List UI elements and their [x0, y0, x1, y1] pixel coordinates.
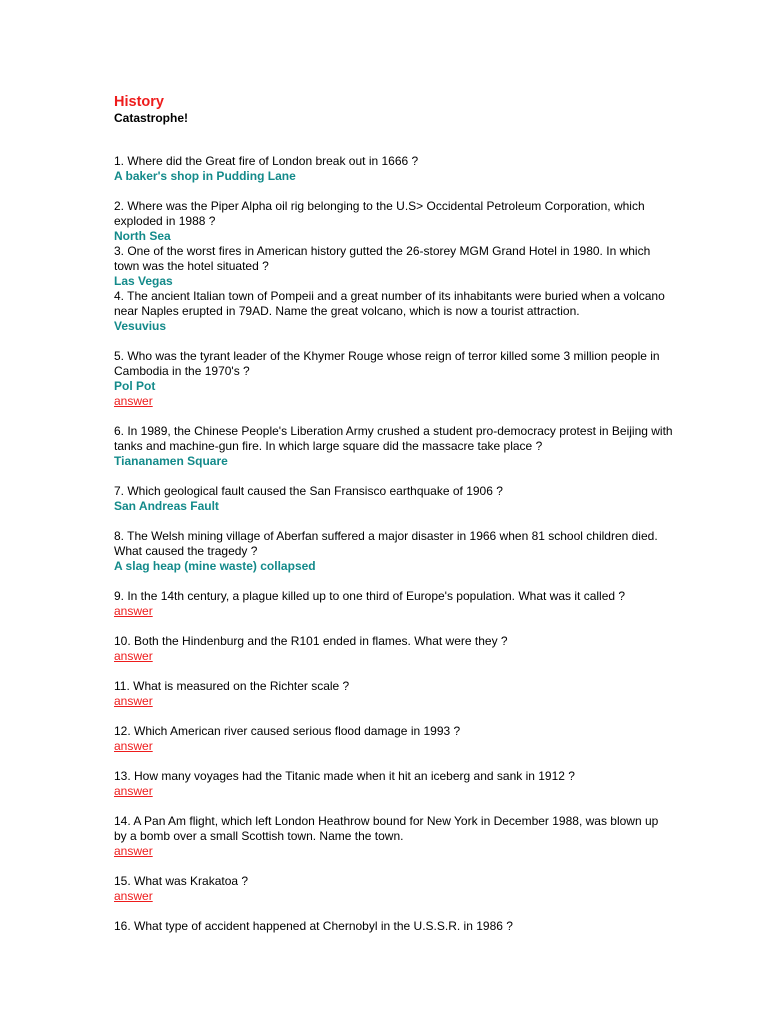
- answer-link-row: [114, 844, 674, 859]
- item-spacer: [114, 709, 674, 724]
- item-spacer: [114, 514, 674, 529]
- question-text: 10. Both the Hindenburg and the R101 ended in flames. What were they ?: [114, 634, 508, 648]
- item-spacer: [114, 409, 674, 424]
- answer-link[interactable]: answer: [114, 784, 153, 798]
- quiz-item: [114, 634, 674, 679]
- question-text: 12. Which American river caused serious flood damage in 1993 ?: [114, 724, 461, 738]
- item-spacer: [114, 799, 674, 814]
- question-text: 11. What is measured on the Richter scale ?: [114, 679, 350, 693]
- quiz-item: [114, 349, 674, 424]
- quiz-items-container: [114, 154, 674, 934]
- question-text: 13. How many voyages had the Titanic made when it hit an iceberg and sank in 1912 ?: [114, 769, 575, 783]
- item-spacer: [114, 574, 674, 589]
- page-subtitle: Catastrophe!: [114, 111, 189, 125]
- answer-link-row: [114, 739, 674, 754]
- answer-link[interactable]: answer: [114, 889, 153, 903]
- question-text: 1. Where did the Great fire of London break out in 1666 ?: [114, 154, 419, 168]
- question-text: 8. The Welsh mining village of Aberfan suffered a major disaster in 1966 when 81 school children died. What caused the tragedy ?: [114, 529, 658, 558]
- answer-link-row: [114, 694, 674, 709]
- answer-link-row: [114, 604, 674, 619]
- question-text: 4. The ancient Italian town of Pompeii and a great number of its inhabitants were buried when a volcano near Naples erupted in 79AD. Name the great volcano, which is now a tourist attraction.: [114, 289, 665, 318]
- answer-link-row: [114, 889, 674, 904]
- quiz-item: [114, 424, 674, 484]
- quiz-list: [114, 154, 674, 934]
- question-text: 3. One of the worst fires in American history gutted the 26-storey MGM Grand Hotel in 1980. In which town was the hotel situated ?: [114, 244, 651, 273]
- answer-text: A slag heap (mine waste) collapsed: [114, 559, 316, 573]
- answer-link[interactable]: answer: [114, 844, 153, 858]
- quiz-item: [114, 154, 674, 199]
- quiz-item: [114, 529, 674, 589]
- item-spacer: [114, 904, 674, 919]
- document-page: [114, 94, 674, 934]
- quiz-item: [114, 724, 674, 769]
- answer-link[interactable]: answer: [114, 694, 153, 708]
- answer-link[interactable]: answer: [114, 739, 153, 753]
- answer-link-row: [114, 784, 674, 799]
- question-text: 6. In 1989, the Chinese People's Liberation Army crushed a student pro-democracy protest in Beijing with tanks and machine-gun fire. In which large square did the massacre take place ?: [114, 424, 673, 453]
- answer-text: A baker's shop in Pudding Lane: [114, 169, 296, 183]
- question-text: 14. A Pan Am flight, which left London Heathrow bound for New York in December 1988, was blown up by a bomb over a small Scottish town. Name the town.: [114, 814, 659, 843]
- quiz-item: [114, 589, 674, 634]
- question-text: 15. What was Krakatoa ?: [114, 874, 249, 888]
- answer-link[interactable]: answer: [114, 649, 153, 663]
- quiz-item: [114, 289, 674, 349]
- question-text: 5. Who was the tyrant leader of the Khymer Rouge whose reign of terror killed some 3 million people in Cambodia in the 1970's ?: [114, 349, 660, 378]
- item-spacer: [114, 334, 674, 349]
- answer-text: North Sea: [114, 229, 171, 243]
- page-title: History: [114, 94, 164, 110]
- answer-link-row: [114, 649, 674, 664]
- quiz-item: [114, 919, 674, 934]
- question-text: 16. What type of accident happened at Chernobyl in the U.S.S.R. in 1986 ?: [114, 919, 513, 933]
- answer-link-row: [114, 394, 674, 409]
- quiz-item: [114, 199, 674, 244]
- answer-text: Tiananamen Square: [114, 454, 228, 468]
- item-spacer: [114, 184, 674, 199]
- item-spacer: [114, 664, 674, 679]
- answer-text: Vesuvius: [114, 319, 167, 333]
- answer-link[interactable]: answer: [114, 394, 153, 408]
- question-text: 2. Where was the Piper Alpha oil rig belonging to the U.S> Occidental Petroleum Corporation, which exploded in 1988 ?: [114, 199, 645, 228]
- answer-text: Las Vegas: [114, 274, 173, 288]
- item-spacer: [114, 469, 674, 484]
- quiz-item: [114, 244, 674, 289]
- answer-text: San Andreas Fault: [114, 499, 219, 513]
- quiz-item: [114, 769, 674, 814]
- item-spacer: [114, 859, 674, 874]
- answer-text: Pol Pot: [114, 379, 156, 393]
- item-spacer: [114, 754, 674, 769]
- answer-link[interactable]: answer: [114, 604, 153, 618]
- item-spacer: [114, 619, 674, 634]
- quiz-item: [114, 814, 674, 874]
- question-text: 7. Which geological fault caused the San Fransisco earthquake of 1906 ?: [114, 484, 503, 498]
- quiz-item: [114, 874, 674, 919]
- quiz-item: [114, 484, 674, 529]
- question-text: 9. In the 14th century, a plague killed up to one third of Europe's population. What was it called ?: [114, 589, 626, 603]
- quiz-item: [114, 679, 674, 724]
